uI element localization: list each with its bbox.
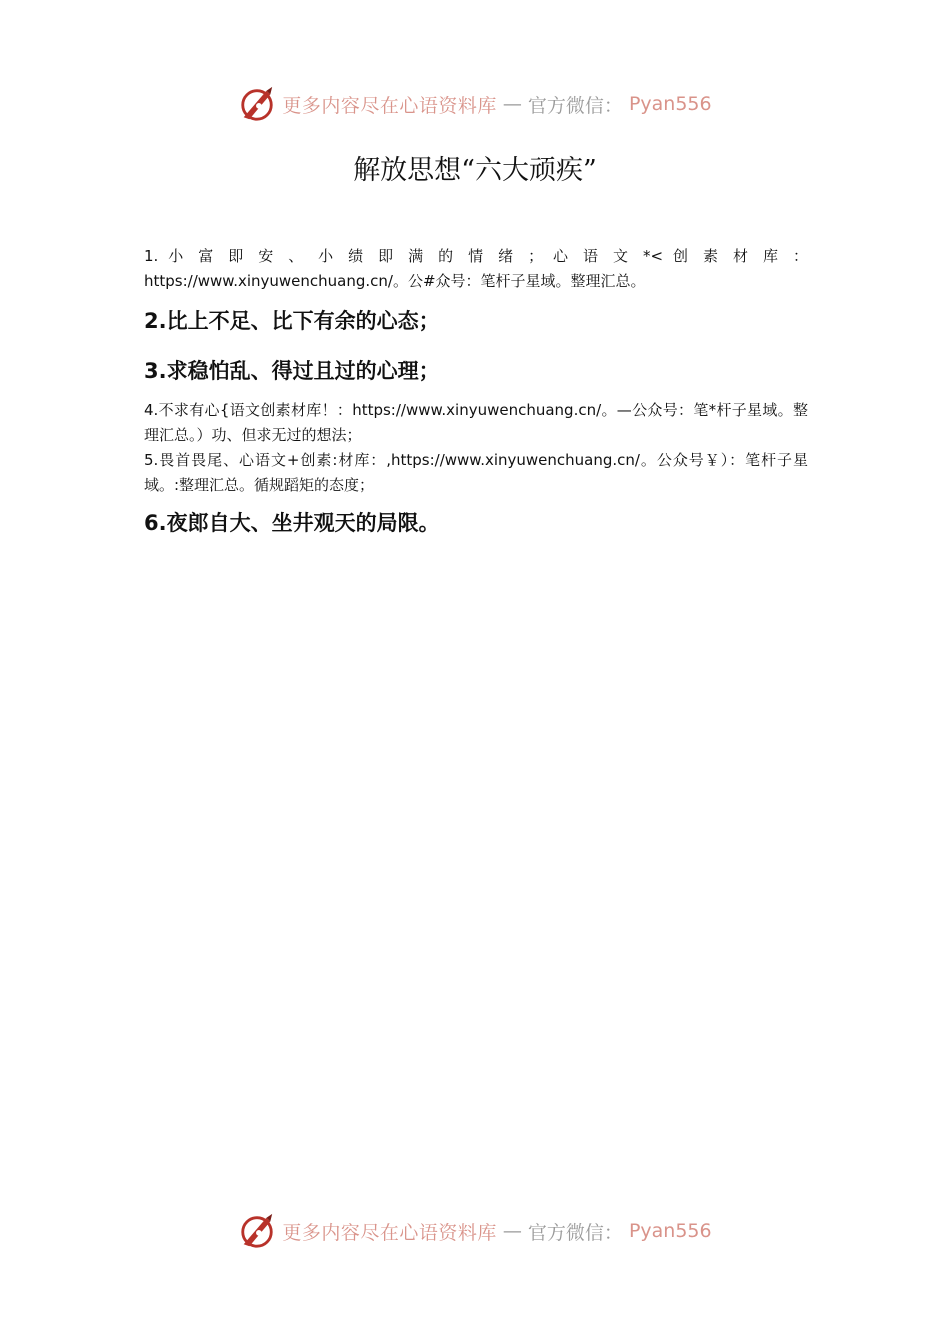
banner-wechat-id: Pyan556: [628, 93, 712, 115]
list-item-5: 5.畏首畏尾、心语文+创素:材库：,https://www.xinyuwenchuang.cn/。公众号￥）：笔杆子星域。:整理汇总。循规蹈矩的态度；: [144, 451, 808, 494]
document-title: 解放思想“六大顽疾”: [353, 155, 597, 186]
header-banner: [0, 82, 950, 126]
banner-wechat-id: Pyan556: [628, 1220, 712, 1242]
quill-pen-logo-icon: [238, 1212, 276, 1250]
list-item-1: 1. 小 富 即 安 、 小 绩 即 满 的 情 绪 ； 心 语 文 *< 创 素 材 库 ： https://www.xinyuwenchuang.cn/。公#众号：笔杆子星域。整理汇总。: [144, 247, 808, 290]
banner-separator: —: [502, 1220, 522, 1242]
footer-banner: [0, 1209, 950, 1253]
banner-separator: —: [502, 93, 522, 115]
document-body: [144, 244, 808, 538]
quill-pen-logo-icon: [238, 85, 276, 123]
banner-wechat-label: 官方微信：: [527, 1221, 623, 1244]
header-banner-content: [238, 85, 711, 123]
list-item-6-heading: 6.夜郎自大、坐井观天的局限。: [144, 511, 440, 535]
list-item-3-heading: 3.求稳怕乱、得过且过的心理；: [144, 359, 440, 383]
banner-wechat-label: 官方微信：: [527, 94, 623, 117]
list-item-4: 4.不求有心{语文创素材库！：https://www.xinyuwenchuang.cn/。—公众号：笔*杆子星域。整理汇总。）功、但求无过的想法；: [144, 401, 808, 444]
banner-brand-text: 更多内容尽在心语资料库: [282, 1221, 497, 1244]
banner-brand-text: 更多内容尽在心语资料库: [282, 94, 497, 117]
list-item-2-heading: 2.比上不足、比下有余的心态；: [144, 309, 440, 333]
footer-banner-content: [238, 1212, 711, 1250]
